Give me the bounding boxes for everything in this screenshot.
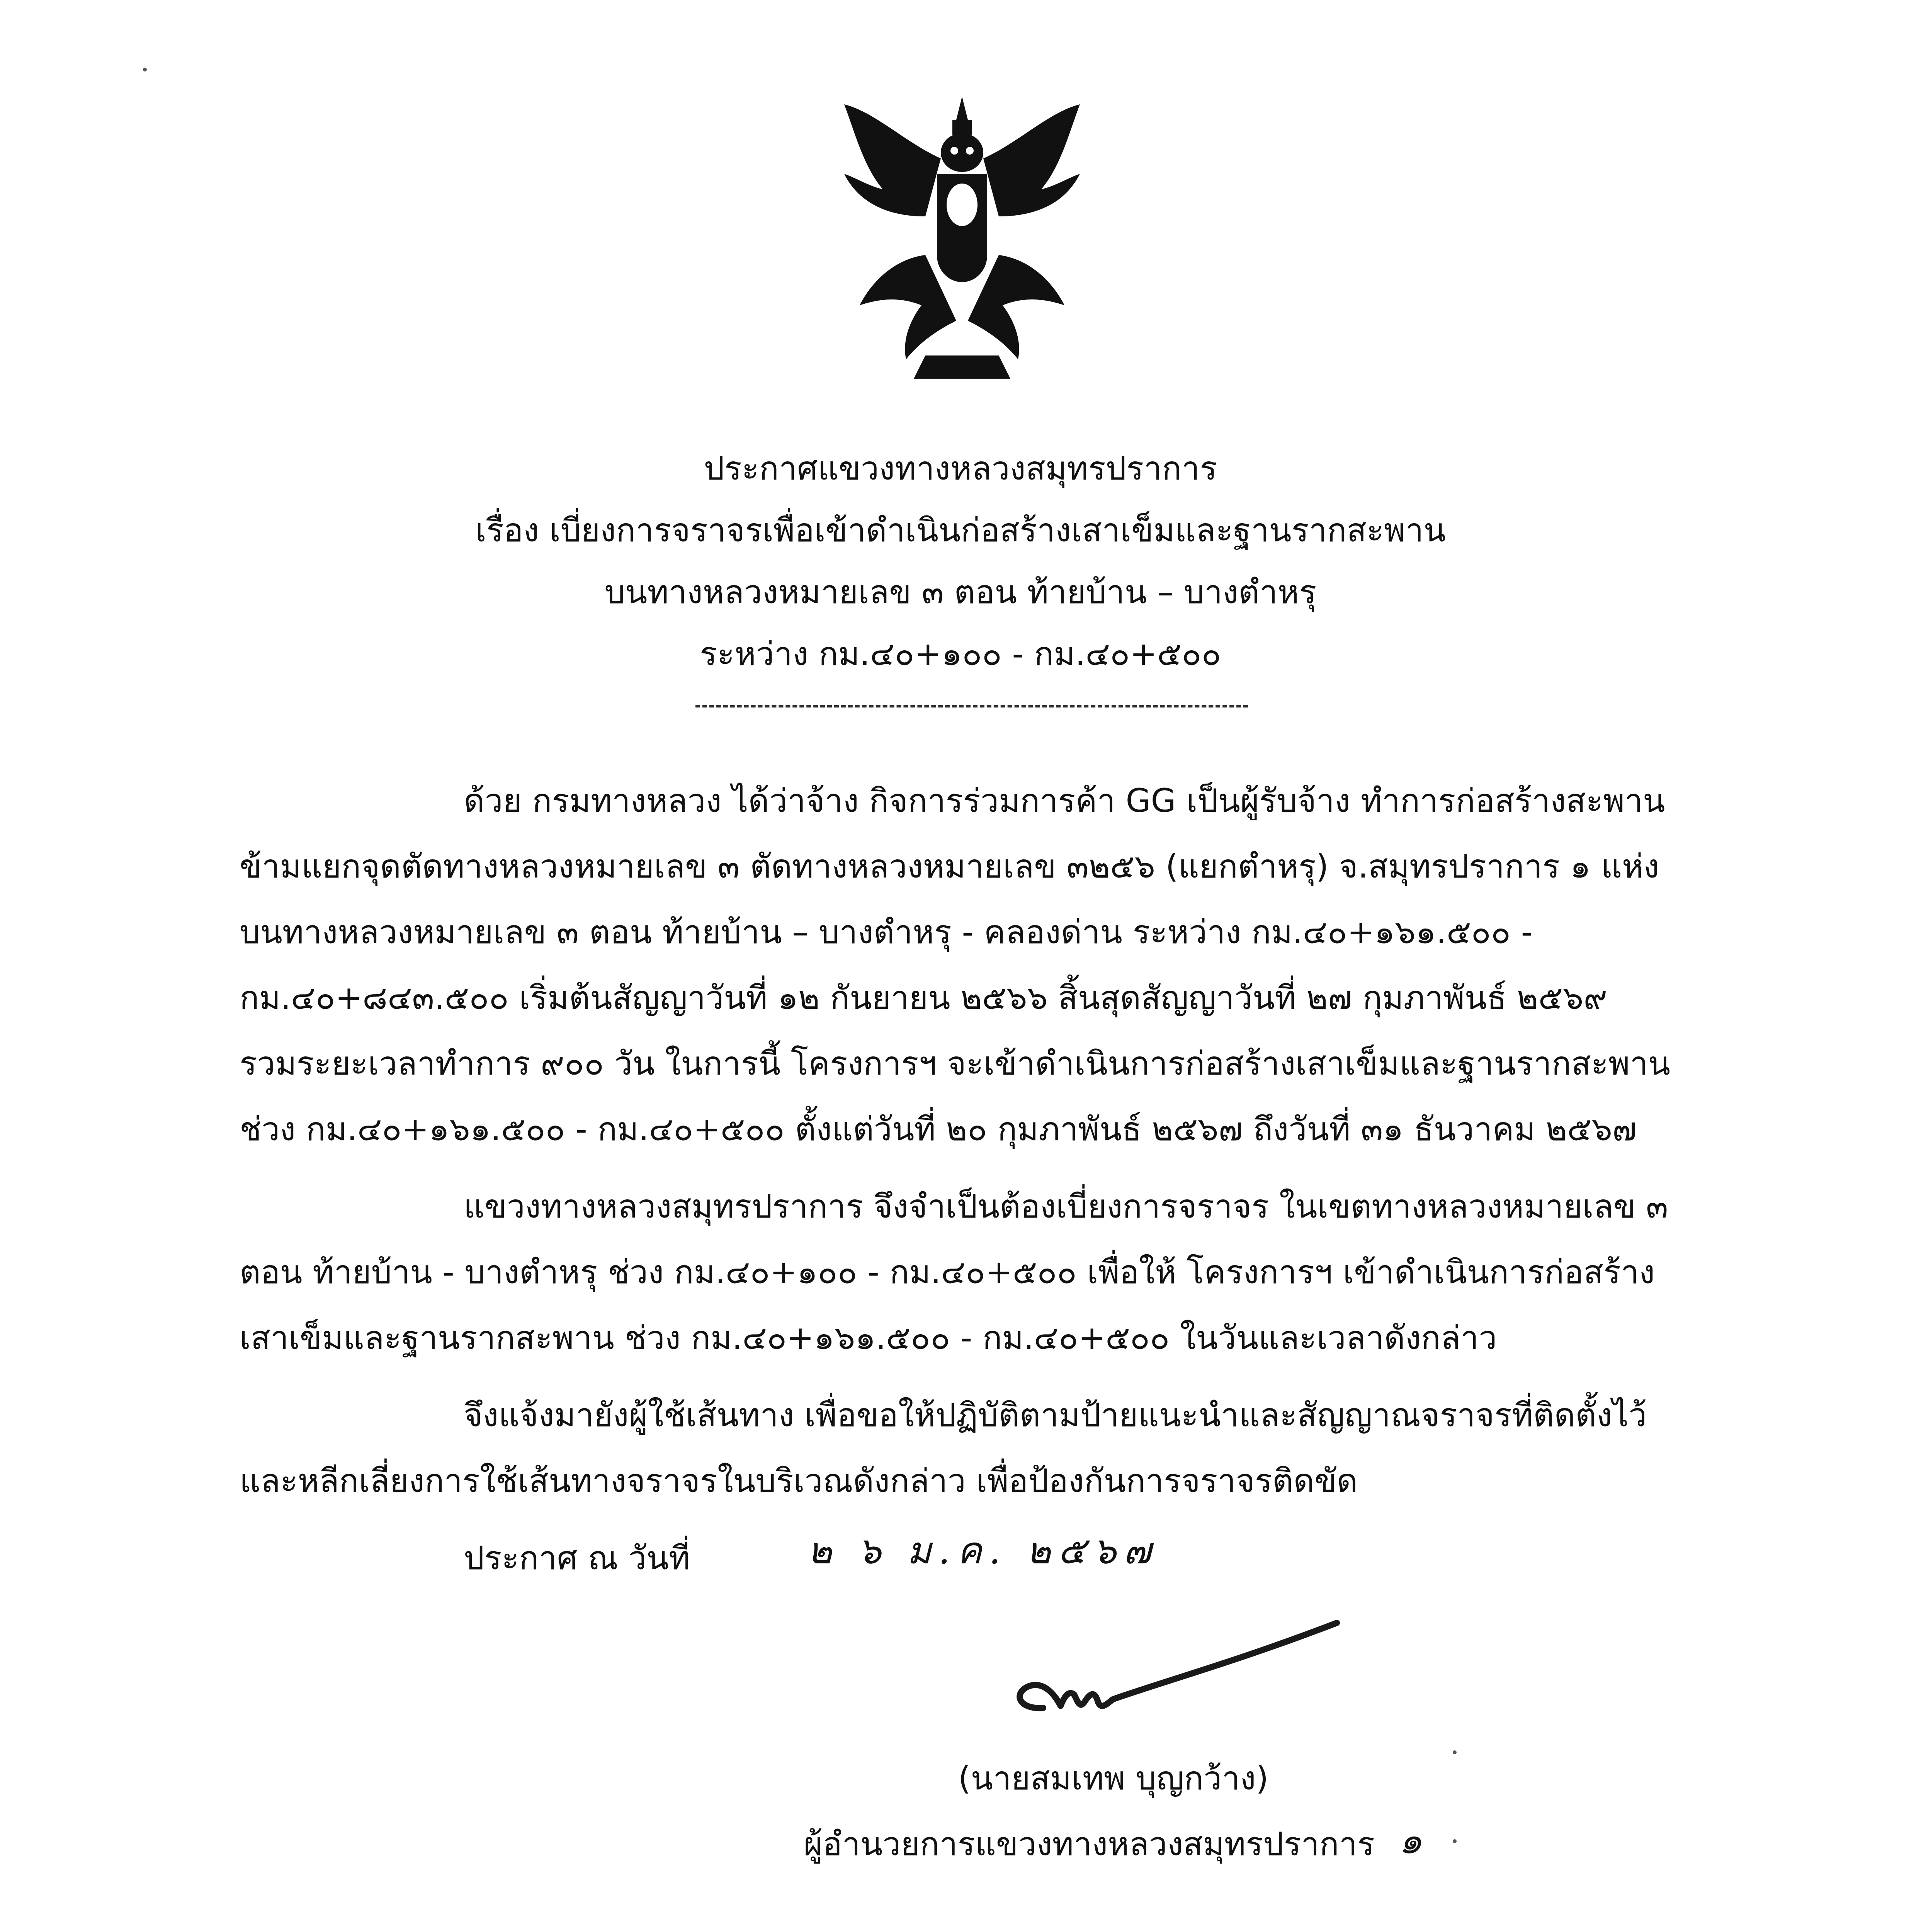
announcement-subject: เรื่อง เบี่ยงการจราจรเพื่อเข้าดำเนินก่อสร้างเสาเข็มและฐานรากสะพาน xyxy=(475,511,1446,549)
signature-mark xyxy=(997,1615,1345,1739)
paragraph-1-line: รวมระยะเวลาทำการ ๙๐๐ วัน ในการนี้ โครงการฯ จะเข้าดำเนินการก่อสร้างเสาเข็มและฐานรากสะพาน xyxy=(240,1044,1671,1082)
garuda-emblem xyxy=(829,89,1095,390)
paragraph-1-line: ช่วง กม.๔๐+๑๖๑.๕๐๐ - กม.๔๐+๕๐๐ ตั้งแต่วันที่ ๒๐ กุมภาพันธ์ ๒๕๖๗ ถึงวันที่ ๓๑ ธันวาคม ๒๕๖๗ xyxy=(240,1110,1637,1148)
scan-speck xyxy=(1453,1750,1457,1754)
signer-position: ผู้อำนวยการแขวงทางหลวงสมุทรปราการ xyxy=(804,1825,1375,1863)
signer-name: (นายสมเทพ บุญกว้าง) xyxy=(958,1759,1269,1797)
paragraph-3-line: และหลีกเลี่ยงการใช้เส้นทางจราจรในบริเวณดังกล่าว เพื่อป้องกันการจราจรติดขัด xyxy=(240,1462,1358,1500)
paragraph-2-line: เสาเข็มและฐานรากสะพาน ช่วง กม.๔๐+๑๖๑.๕๐๐ - กม.๔๐+๕๐๐ ในวันและเวลาดังกล่าว xyxy=(240,1319,1497,1357)
scan-speck xyxy=(143,68,147,71)
announcement-road: บนทางหลวงหมายเลข ๓ ตอน ท้ายบ้าน – บางตำหรุ xyxy=(604,573,1317,611)
announce-date-handwritten: ๒ ๖ ม.ค. ๒๕๖๗ xyxy=(808,1529,1158,1572)
paragraph-1-line: ด้วย กรมทางหลวง ได้ว่าจ้าง กิจการร่วมการค้า GG เป็นผู้รับจ้าง ทำการก่อสร้างสะพาน xyxy=(464,782,1665,820)
paragraph-2-line: ตอน ท้ายบ้าน - บางตำหรุ ช่วง กม.๔๐+๑๐๐ - กม.๔๐+๕๐๐ เพื่อให้ โครงการฯ เข้าดำเนินการก่อสร้าง xyxy=(240,1253,1655,1291)
announcement-range: ระหว่าง กม.๔๐+๑๐๐ - กม.๔๐+๕๐๐ xyxy=(700,635,1221,673)
scan-speck xyxy=(1453,1839,1457,1843)
announce-date-label: ประกาศ ณ วันที่ xyxy=(464,1539,690,1577)
header-divider xyxy=(695,705,1248,707)
signer-mark: ๑ xyxy=(1399,1819,1422,1862)
paragraph-2-line: แขวงทางหลวงสมุทรปราการ จึงจำเป็นต้องเบี่ยงการจราจร ในเขตทางหลวงหมายเลข ๓ xyxy=(464,1187,1668,1225)
paragraph-3-line: จึงแจ้งมายังผู้ใช้เส้นทาง เพื่อขอให้ปฏิบัติตามป้ายแนะนำและสัญญาณจราจรที่ติดตั้งไว้ xyxy=(464,1396,1647,1434)
paragraph-1-line: กม.๔๐+๘๔๓.๕๐๐ เริ่มต้นสัญญาวันที่ ๑๒ กันยายน ๒๕๖๖ สิ้นสุดสัญญาวันที่ ๒๗ กุมภาพันธ์ ๒๕๖๙ xyxy=(240,979,1607,1017)
paragraph-1-line: ข้ามแยกจุดตัดทางหลวงหมายเลข ๓ ตัดทางหลวงหมายเลข ๓๒๕๖ (แยกตำหรุ) จ.สมุทรปราการ ๑ แห่ง xyxy=(240,847,1659,885)
announcement-title: ประกาศแขวงทางหลวงสมุทรปราการ xyxy=(704,449,1217,487)
paragraph-1-line: บนทางหลวงหมายเลข ๓ ตอน ท้ายบ้าน – บางตำหรุ - คลองด่าน ระหว่าง กม.๔๐+๑๖๑.๕๐๐ - xyxy=(240,913,1533,951)
